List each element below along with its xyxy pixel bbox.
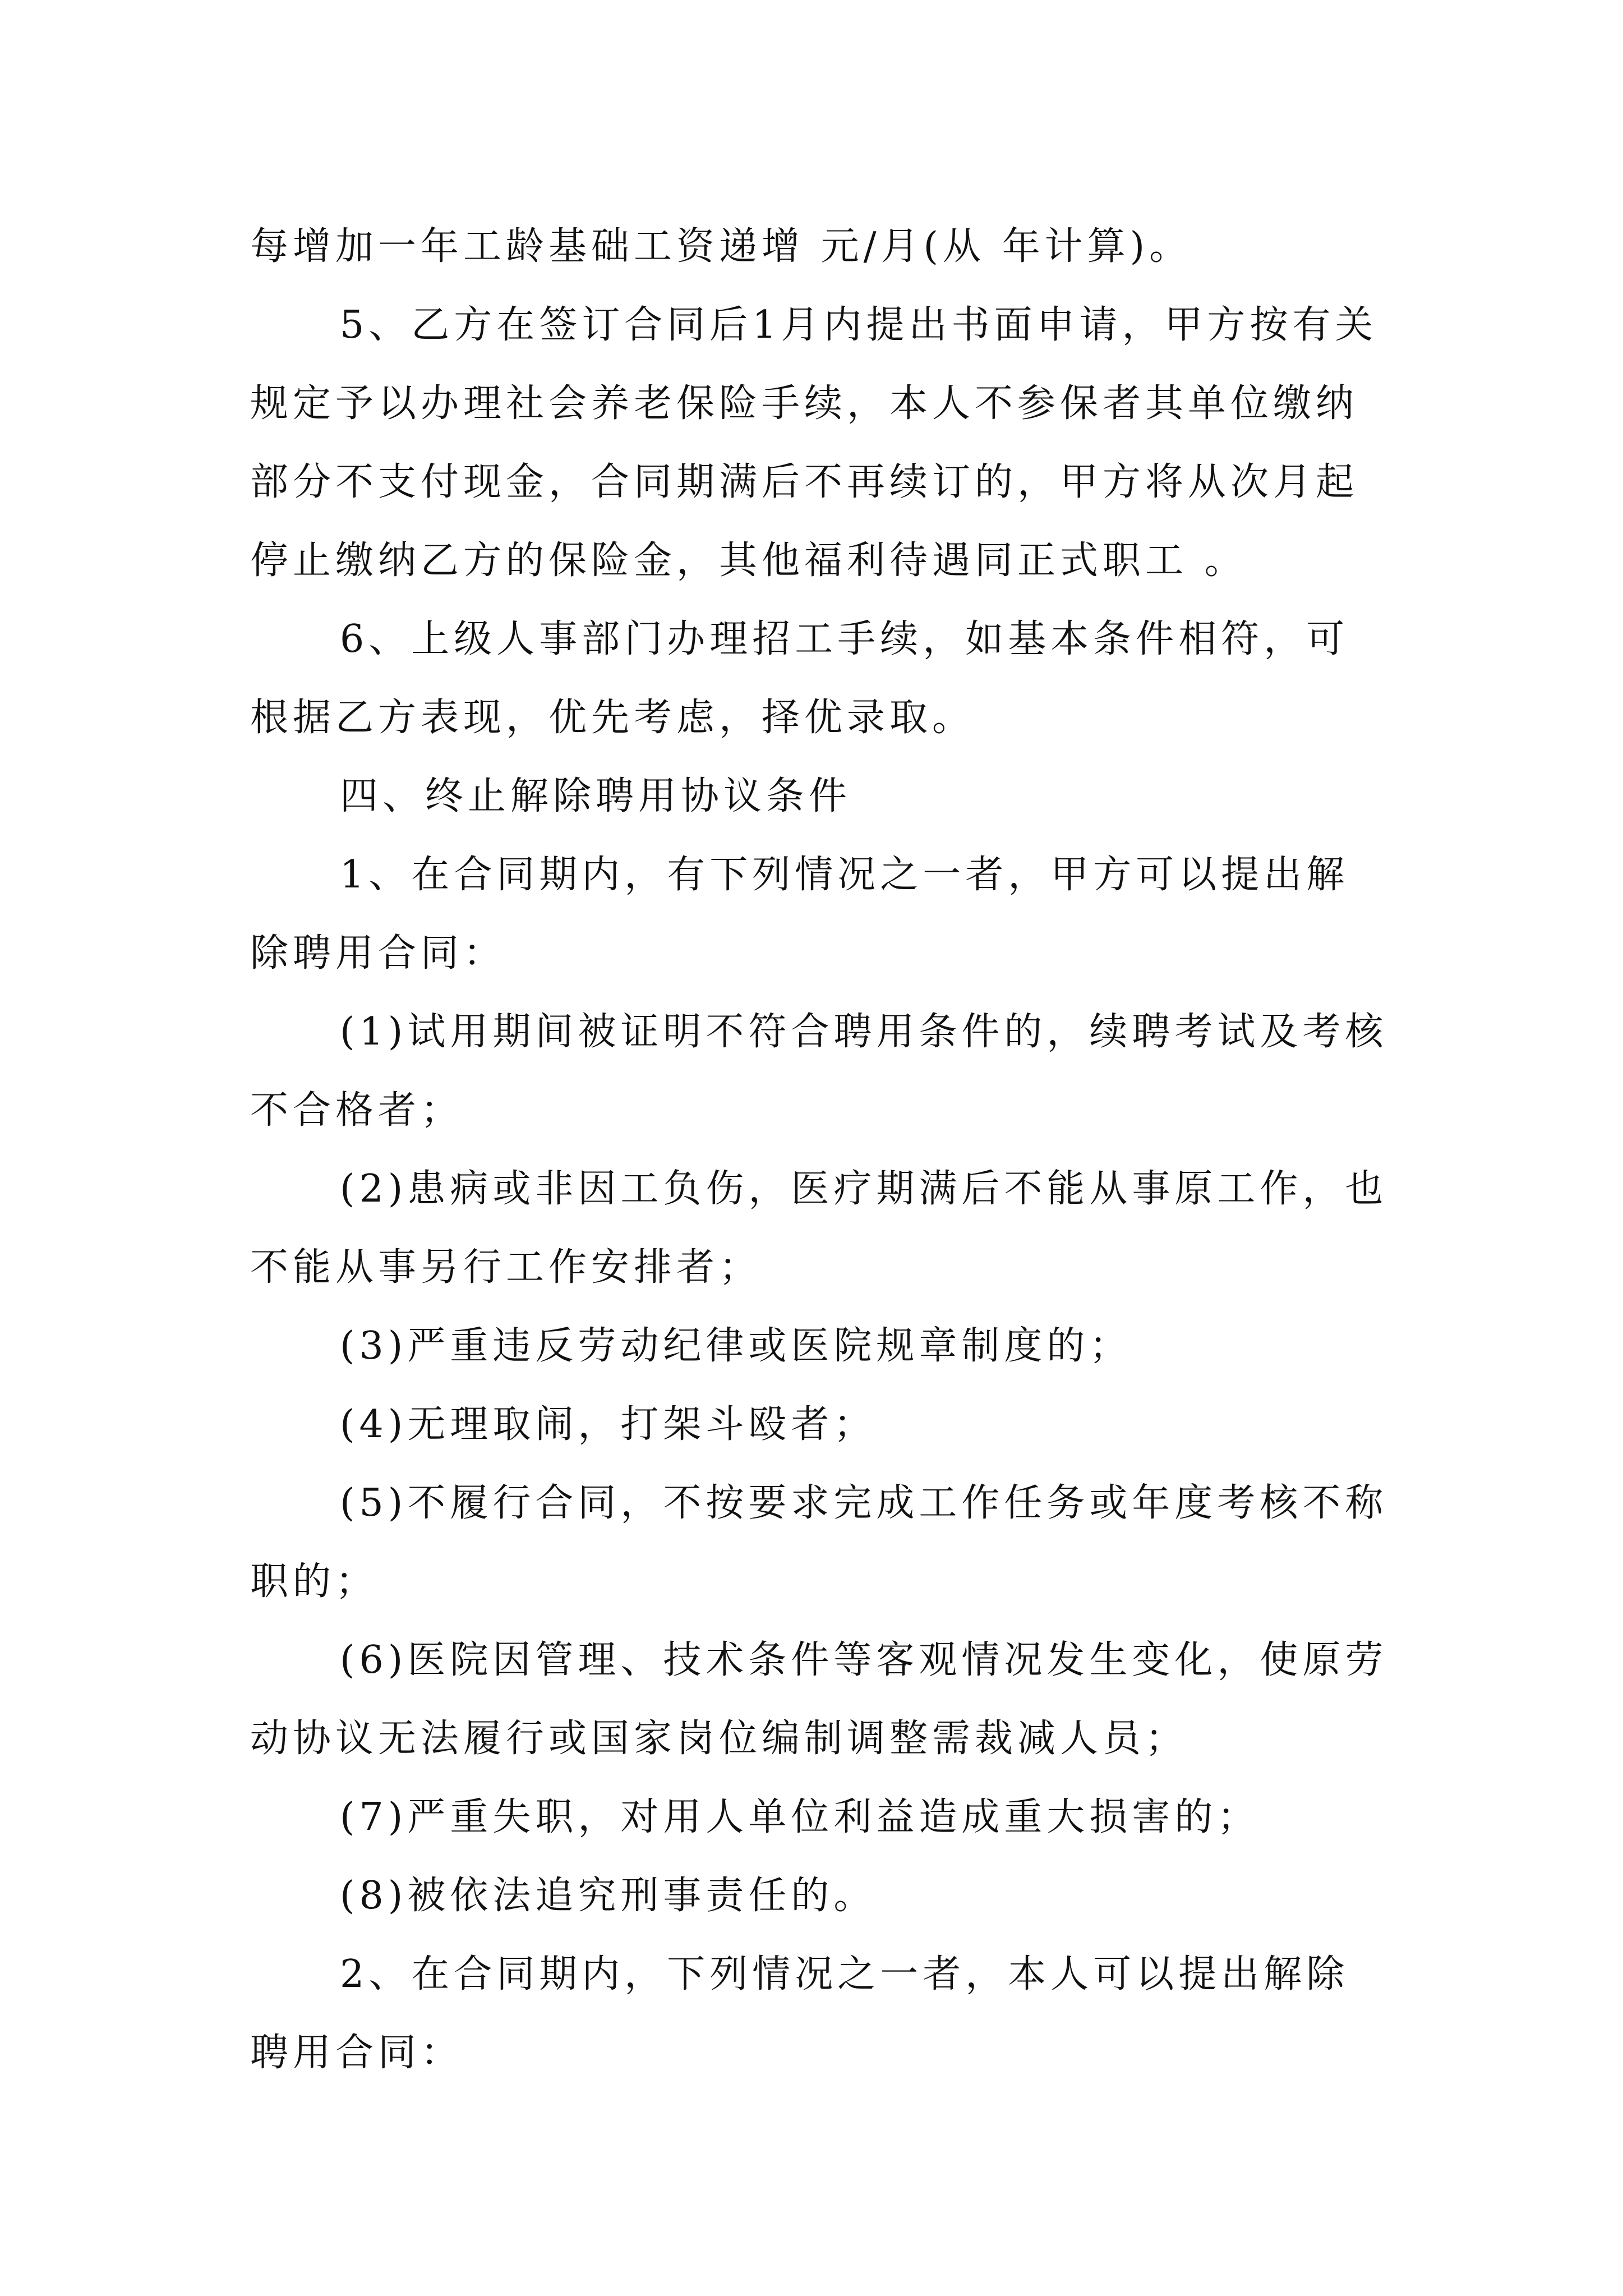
paragraph-termination-by-employee: 2、在合同期内，下列情况之一者，本人可以提出解除聘用合同： [250,1952,1349,2075]
list-item-5: (5)不履行合同，不按要求完成工作任务或年度考核不称职的； [250,1481,1388,1604]
list-item-3: (3)严重违反劳动纪律或医院规章制度的； [340,1324,1132,1368]
paragraph-item-6-recruitment: 6、上级人事部门办理招工手续，如基本条件相符，可根据乙方表现，优先考虑，择优录取。 [250,617,1349,740]
list-item-1: (1)试用期间被证明不符合聘用条件的，续聘考试及考核不合格者； [250,1010,1388,1133]
list-item-2: (2)患病或非因工负伤，医疗期满后不能从事原工作，也不能从事另行工作安排者； [250,1167,1388,1290]
section-heading-termination: 四、终止解除聘用协议条件 [340,774,852,818]
list-item-6: (6)医院因管理、技术条件等客观情况发生变化，使原劳动协议无法履行或国家岗位编制调整需裁减人员； [250,1638,1388,1761]
list-item-8: (8)被依法追究刑事责任的。 [340,1874,877,1918]
list-item-4: (4)无理取闹，打架斗殴者； [340,1402,877,1447]
document-body [250,208,1389,2092]
paragraph-salary-increment: 每增加一年工龄基础工资递增 元/月(从 年计算)。 [250,224,1192,269]
paragraph-termination-by-party-a: 1、在合同期内，有下列情况之一者，甲方可以提出解除聘用合同： [250,853,1349,976]
paragraph-item-5-insurance: 5、乙方在签订合同后1月内提出书面申请，甲方按有关规定予以办理社会养老保险手续，本人不参保者其单位缴纳部分不支付现金，合同期满后不再续订的，甲方将从次月起停止缴纳乙方的保险金，其他福利待遇同正式职工 。 [250,303,1378,583]
list-item-7: (7)严重失职，对用人单位利益造成重大损害的； [340,1795,1260,1839]
